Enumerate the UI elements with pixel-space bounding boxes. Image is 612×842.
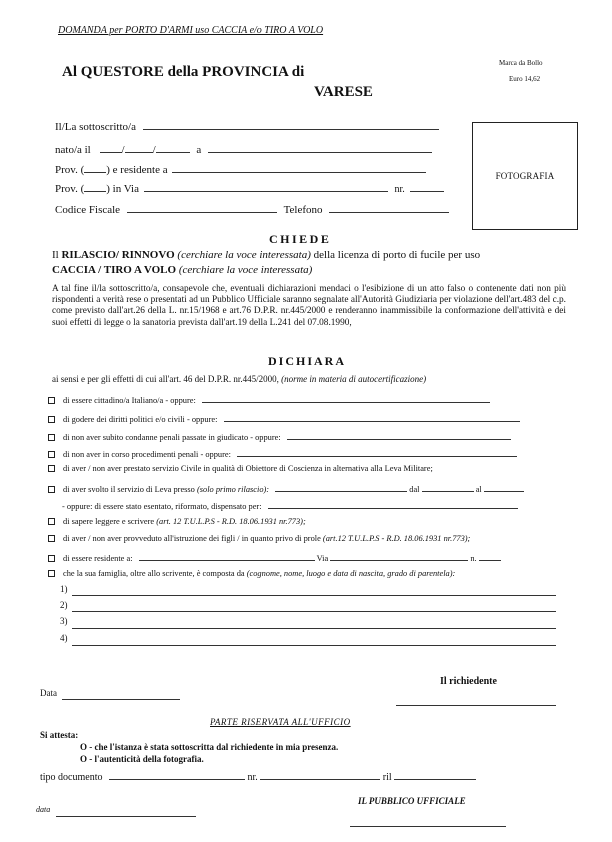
family-row-number: 4) bbox=[60, 633, 68, 643]
education-reference: (art.12 T.U.L.P.S - R.D. 18.06.1931 nr.773); bbox=[322, 534, 471, 543]
street-number-label: nr. bbox=[394, 184, 405, 195]
declaration-item bbox=[48, 393, 490, 406]
family-row-number: 2) bbox=[60, 600, 68, 610]
request-license-text: della licenza di porto di fucile per uso bbox=[313, 249, 481, 261]
official-label: IL PUBBLICO UFFICIALE bbox=[358, 796, 466, 806]
address-row bbox=[55, 182, 444, 195]
declaration-field[interactable] bbox=[287, 430, 511, 440]
street-number-field[interactable] bbox=[410, 182, 444, 192]
residence-row bbox=[55, 163, 426, 176]
prov-label: Prov. ( bbox=[55, 183, 85, 195]
birth-day-field[interactable] bbox=[100, 143, 122, 153]
declaration-item bbox=[48, 430, 511, 443]
declaration-item-text: di godere dei diritti politici e/o civili - oppure: bbox=[63, 415, 218, 424]
declaration-item-text: di non aver subito condanne penali passate in giudicato - oppure: bbox=[63, 433, 281, 442]
family-row bbox=[60, 633, 68, 643]
birth-year-field[interactable] bbox=[156, 143, 190, 153]
family-note: (cognome, nome, luogo e data di nascita, grado di parentela): bbox=[246, 569, 456, 578]
declaration-field[interactable] bbox=[202, 393, 490, 403]
leva-alternative-text: - oppure: di essere stato esentato, riformato, dispensato per: bbox=[62, 502, 262, 511]
checkbox[interactable] bbox=[48, 518, 55, 525]
province-name: VARESE bbox=[314, 84, 373, 100]
document-row bbox=[40, 770, 476, 783]
leva-from-label: dal bbox=[409, 485, 420, 494]
birth-row bbox=[55, 143, 432, 156]
declaration-intro bbox=[52, 374, 426, 384]
tax-phone-row bbox=[55, 203, 449, 216]
birth-month-field[interactable] bbox=[125, 143, 153, 153]
document-number-label: nr. bbox=[247, 772, 258, 783]
checkbox[interactable] bbox=[48, 555, 55, 562]
signature-date-label: Data bbox=[40, 688, 57, 698]
photo-label: FOTOGRAFIA bbox=[495, 171, 555, 181]
street-field[interactable] bbox=[144, 182, 388, 192]
checkbox[interactable] bbox=[48, 434, 55, 441]
declaration-item-text: di aver / non aver prestato servizio Civile in qualità di Obiettore di Coscienza in alternativa alla Leva Militare; bbox=[63, 464, 433, 473]
request-type-note: (cerchiare la voce interessata) bbox=[177, 249, 311, 261]
request-usage: CACCIA / TIRO A VOLO bbox=[52, 264, 177, 276]
residence-via-label: Via bbox=[316, 554, 329, 563]
declaration-item-text: di essere residente a: bbox=[63, 554, 133, 563]
checkbox[interactable] bbox=[48, 570, 55, 577]
checkbox[interactable] bbox=[48, 486, 55, 493]
attest-signature: O - che l'istanza è stata sottoscritta dal richiedente in mia presenza. bbox=[80, 742, 339, 752]
declaration-field[interactable] bbox=[224, 412, 520, 422]
applicant-name-label: Il/La sottoscritto/a bbox=[55, 121, 136, 133]
declaration-item-text: di non aver in corso procedimenti penali - oppure: bbox=[63, 450, 231, 459]
family-row-number: 3) bbox=[60, 616, 68, 626]
declaration-item bbox=[48, 534, 470, 544]
family-row-line[interactable] bbox=[72, 628, 556, 629]
legal-paragraph: A tal fine il/la sottoscritto/a, consapevole che, eventuali dichiarazioni mendaci o l'esibizione di un atto falso o contenente dati non più rispondenti a verità rese o presentati ad un Pubblico Ufficiale saranno segnalate all'Autorità Giudiziaria per violazione dell'art.483 del c.p. come previsto dall'art.26 della L. nr.15/1968 e art.76 D.P.R. nr.445/2000 e renderanno inammissibile la conformazione dell'attività e dei suoi effetti di legge o la sanatoria prevista dall'art.19 della L.241 del 07.08.1990, bbox=[52, 284, 566, 328]
document-number-field[interactable] bbox=[260, 770, 380, 780]
declaration-field[interactable] bbox=[237, 447, 517, 457]
document-type-field[interactable] bbox=[109, 770, 245, 780]
signature-date-field[interactable] bbox=[62, 699, 180, 700]
declaration-heading: DICHIARA bbox=[268, 354, 347, 368]
declaration-item bbox=[48, 447, 517, 460]
photo-box bbox=[472, 122, 578, 230]
phone-label: Telefono bbox=[283, 204, 323, 216]
leva-to-label: al bbox=[475, 485, 482, 494]
date-separator: / bbox=[152, 144, 156, 156]
request-usage-note: (cerchiare la voce interessata) bbox=[178, 264, 313, 276]
family-row bbox=[60, 584, 68, 594]
declaration-item bbox=[48, 517, 306, 527]
addressee: Al QUESTORE della PROVINCIA di bbox=[62, 64, 305, 80]
declaration-item-text: che la sua famiglia, oltre allo scrivente, è composta da bbox=[63, 569, 245, 578]
prov-birth-field[interactable] bbox=[84, 163, 106, 173]
birth-place-field[interactable] bbox=[208, 143, 432, 153]
office-date-label: data bbox=[36, 805, 51, 814]
family-row-number: 1) bbox=[60, 584, 68, 594]
via-label: ) in Via bbox=[106, 183, 139, 195]
declaration-item bbox=[48, 412, 520, 425]
request-article: Il bbox=[52, 249, 59, 261]
marca-da-bollo-value: Euro 14,62 bbox=[509, 75, 541, 83]
request-type: RILASCIO/ RINNOVO bbox=[61, 249, 175, 261]
applicant-name-row bbox=[55, 120, 439, 133]
family-row-line[interactable] bbox=[72, 645, 556, 646]
applicant-signature-field[interactable] bbox=[396, 705, 556, 706]
residence-city-field[interactable] bbox=[139, 551, 315, 561]
office-date-field[interactable] bbox=[56, 816, 196, 817]
document-issued-label: ril bbox=[382, 772, 392, 783]
family-row bbox=[60, 616, 68, 626]
declaration-item-leva bbox=[48, 482, 524, 495]
declaration-item-text: di sapere leggere e scrivere bbox=[63, 517, 155, 526]
leva-alternative bbox=[62, 499, 518, 512]
document-type-label: tipo documento bbox=[40, 772, 103, 783]
applicant-name-field[interactable] bbox=[143, 120, 439, 130]
checkbox[interactable] bbox=[48, 397, 55, 404]
official-signature-field[interactable] bbox=[350, 826, 506, 827]
read-write-reference: (art. 12 T.U.L.P.S - R.D. 18.06.1931 nr.773); bbox=[156, 517, 306, 526]
attest-label: Si attesta: bbox=[40, 730, 79, 740]
document-title: DOMANDA per PORTO D'ARMI uso CACCIA e/o TIRO A VOLO bbox=[58, 25, 324, 36]
leva-from-field[interactable] bbox=[422, 482, 474, 492]
declaration-item-text: di essere cittadino/a Italiano/a - oppure: bbox=[63, 396, 196, 405]
applicant-signature-label: Il richiedente bbox=[440, 676, 497, 687]
declaration-item-text: di aver / non aver provveduto all'istruzione dei figli / in quanto privo di prole bbox=[63, 534, 321, 543]
phone-field[interactable] bbox=[329, 203, 449, 213]
leva-to-field[interactable] bbox=[484, 482, 524, 492]
prov-resident-field[interactable] bbox=[84, 182, 106, 192]
residence-street-field[interactable] bbox=[330, 551, 468, 561]
resident-label: ) e residente a bbox=[106, 164, 168, 176]
checkbox[interactable] bbox=[48, 416, 55, 423]
checkbox[interactable] bbox=[48, 451, 55, 458]
residence-number-field[interactable] bbox=[479, 551, 501, 561]
office-heading: PARTE RISERVATA ALL'UFFICIO bbox=[210, 717, 351, 727]
checkbox[interactable] bbox=[48, 465, 55, 472]
declaration-intro-text: ai sensi e per gli effetti di cui all'art. 46 del D.P.R. nr.445/2000, bbox=[52, 374, 279, 384]
declaration-item-text: di aver svolto il servizio di Leva presso bbox=[63, 485, 195, 494]
marca-da-bollo-label: Marca da Bollo bbox=[499, 59, 543, 67]
leva-note: (solo primo rilascio): bbox=[196, 485, 270, 494]
tax-code-field[interactable] bbox=[127, 203, 277, 213]
residence-number-label: n. bbox=[470, 554, 477, 563]
leva-place-field[interactable] bbox=[275, 482, 407, 492]
checkbox[interactable] bbox=[48, 535, 55, 542]
prov-label: Prov. ( bbox=[55, 164, 85, 176]
date-separator: / bbox=[121, 144, 125, 156]
tax-code-label: Codice Fiscale bbox=[55, 204, 121, 216]
birth-date-label: nato/a il bbox=[55, 144, 91, 156]
request-line-2 bbox=[52, 264, 312, 276]
family-row-line[interactable] bbox=[72, 595, 556, 596]
declaration-item bbox=[48, 464, 433, 474]
attest-photo: O - l'autenticità della fotografia. bbox=[80, 754, 204, 764]
family-row bbox=[60, 600, 68, 610]
request-heading: CHIEDE bbox=[269, 232, 332, 246]
declaration-item bbox=[48, 569, 455, 579]
request-line-1 bbox=[52, 249, 480, 261]
birth-place-label: a bbox=[196, 144, 202, 156]
declaration-intro-note: (norme in materia di autocertificazione) bbox=[281, 374, 427, 384]
declaration-item bbox=[48, 551, 501, 564]
document-issued-field[interactable] bbox=[394, 770, 476, 780]
family-row-line[interactable] bbox=[72, 611, 556, 612]
leva-alternative-field[interactable] bbox=[268, 499, 518, 509]
resident-city-field[interactable] bbox=[172, 163, 426, 173]
